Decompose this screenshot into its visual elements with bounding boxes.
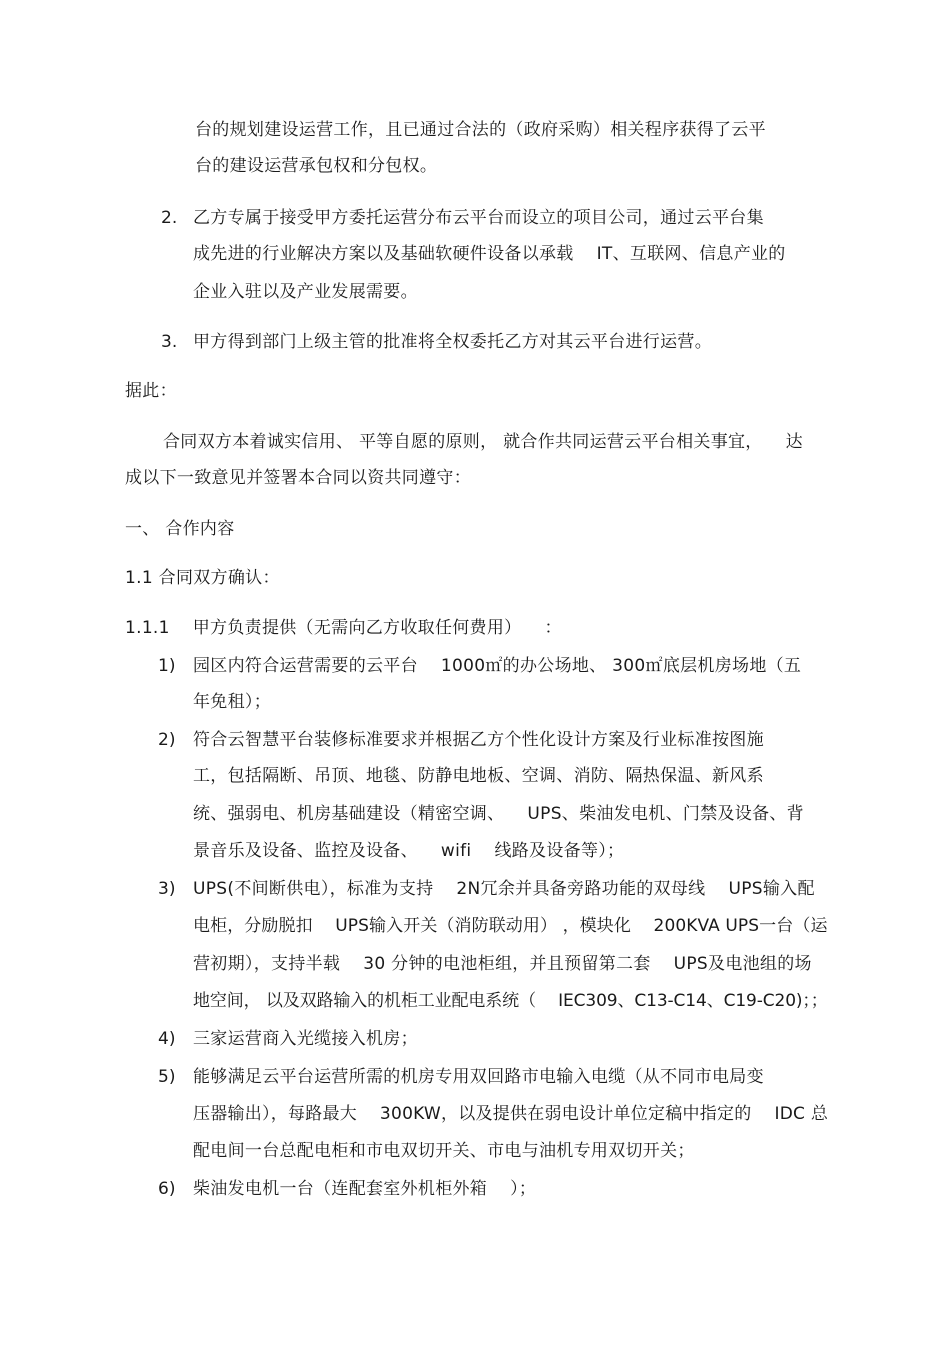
paragraph-line-1: 合同双方本着诚实信用、 平等自愿的原则， 就合作共同运营云平台相关事宜， 达 <box>163 432 803 452</box>
subsection-heading: 1.1 合同双方确认： <box>125 568 280 588</box>
list-5-line-1: 能够满足云平台运营所需的机房专用双回路市电输入电缆（从不同市电局变 <box>193 1067 764 1087</box>
list-6-line-1: 柴油发电机一台（连配套室外机柜外箱 ）； <box>193 1179 537 1199</box>
item-number: 3. <box>161 332 178 352</box>
subsubsection-heading: 1.1.1 甲方负责提供（无需向乙方收取任何费用） ： <box>125 618 562 638</box>
list-2-line-2: 工，包括隔断、吊顶、地毯、防静电地板、空调、消防、隔热保温、新风系 <box>193 766 764 786</box>
intro-line-2: 台的建设运营承包权和分包权。 <box>195 156 438 176</box>
list-number: 3) <box>158 879 176 899</box>
list-number: 1) <box>158 656 176 676</box>
paragraph-line-2: 成以下一致意见并签署本合同以资共同遵守： <box>125 468 471 488</box>
item-3-line-1: 甲方得到部门上级主管的批准将全权委托乙方对其云平台进行运营。 <box>193 332 712 352</box>
list-2-line-3: 统、强弱电、机房基础建设（精密空调、 UPS、柴油发电机、门禁及设备、背 <box>193 804 804 824</box>
list-3-line-3: 营初期），支持半载 30 分钟的电池柜组，并且预留第二套 UPS及电池组的场 <box>193 954 812 974</box>
list-3-line-2: 电柜，分励脱扣 UPS输入开关（消防联动用） ，模块化 200KVA UPS一台（运 <box>193 916 828 936</box>
list-4-line-1: 三家运营商入光缆接入机房； <box>193 1029 418 1049</box>
intro-line-1: 台的规划建设运营工作，且已通过合法的（政府采购）相关程序获得了云平 <box>195 120 766 140</box>
list-2-line-1: 符合云智慧平台装修标准要求并根据乙方个性化设计方案及行业标准按图施 <box>193 730 764 750</box>
item-2-line-1: 乙方专属于接受甲方委托运营分布云平台而设立的项目公司，通过云平台集 <box>193 208 764 228</box>
list-5-line-3: 配电间一台总配电柜和市电双切开关、市电与油机专用双切开关； <box>193 1141 695 1161</box>
accordingly-label: 据此： <box>125 381 177 401</box>
list-3-line-4: 地空间， 以及双路输入的机柜工业配电系统（ IEC309、C13-C14、C19-C20)；； <box>193 991 828 1011</box>
list-number: 4) <box>158 1029 176 1049</box>
list-1-line-2: 年免租）； <box>193 692 271 712</box>
list-2-line-4: 景音乐及设备、监控及设备、 wifi 线路及设备等）； <box>193 841 625 861</box>
list-5-line-2: 压器输出），每路最大 300KW，以及提供在弱电设计单位定稿中指定的 IDC 总 <box>193 1104 829 1124</box>
item-2-line-3: 企业入驻以及产业发展需要。 <box>193 282 418 302</box>
item-2-line-2: 成先进的行业解决方案以及基础软硬件设备以承载 IT、互联网、信息产业的 <box>193 244 786 264</box>
list-number: 2) <box>158 730 176 750</box>
list-3-line-1: UPS(不间断供电），标准为支持 2N冗余并具备旁路功能的双母线 UPS输入配 <box>193 879 815 899</box>
list-number: 6) <box>158 1179 176 1199</box>
list-number: 5) <box>158 1067 176 1087</box>
section-heading: 一、 合作内容 <box>125 519 235 539</box>
item-number: 2. <box>161 208 178 228</box>
list-1-line-1: 园区内符合运营需要的云平台 1000㎡的办公场地、 300㎡底层机房场地（五 <box>193 656 802 676</box>
